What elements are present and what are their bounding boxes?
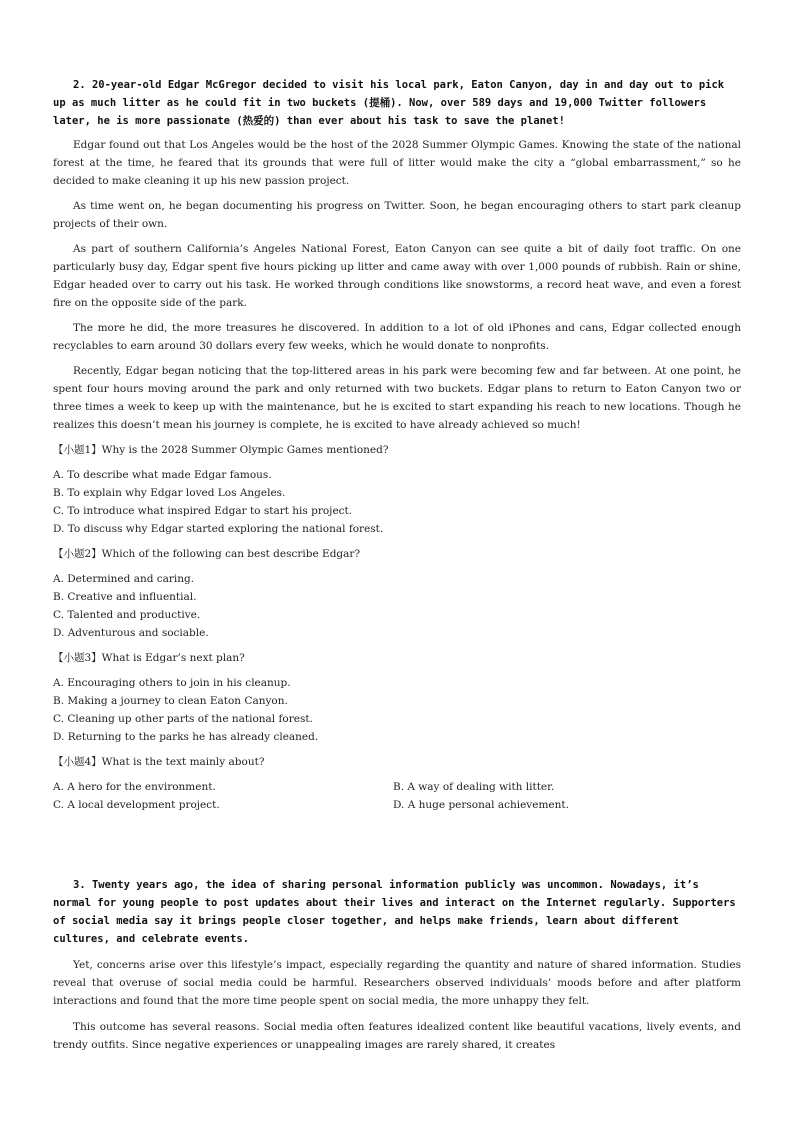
answer-option: D. To discuss why Edgar started exploring the national forest. — [53, 523, 384, 535]
question-4 — [53, 753, 741, 814]
answer-option: A. To describe what made Edgar famous. — [53, 469, 272, 481]
answer-option: B. To explain why Edgar loved Los Angeles. — [53, 487, 286, 499]
answer-option: D. Adventurous and sociable. — [53, 627, 209, 639]
answer-option: C. Cleaning up other parts of the national forest. — [53, 713, 313, 725]
answer-option: D. A huge personal achievement. — [393, 799, 569, 811]
answer-option: C. A local development project. — [53, 799, 220, 811]
answer-option: C. To introduce what inspired Edgar to start his project. — [53, 505, 353, 517]
question-3 — [53, 649, 741, 746]
passage-3-paragraph: This outcome has several reasons. Social media often features idealized content like beautiful vacations, lively events, and trendy outfits. Since negative experiences or unappealing images are rarely shared, it creates — [53, 1021, 741, 1051]
answer-option: C. Talented and productive. — [53, 609, 201, 621]
passage-2 — [53, 76, 741, 814]
passage-2-paragraph: Edgar found out that Los Angeles would be the host of the 2028 Summer Olympic Games. Knowing the state of the national forest at the time, he feared that its grounds that were full of litter would make the city a “global embarrassment,” so he decided to make cleaning it up his new passion project. — [53, 139, 741, 187]
answer-option: A. Encouraging others to join in his cleanup. — [53, 677, 291, 689]
passage-3-paragraph: Yet, concerns arise over this lifestyle’s impact, especially regarding the quantity and nature of shared information. Studies reveal that overuse of social media could be harmful. Researchers observed individuals’ moods before and after platform interactions and found that the more time people spent on social media, the more unhappy they felt. — [53, 959, 741, 1007]
passage-2-paragraph: As time went on, he began documenting his progress on Twitter. Soon, he began encouraging others to start park cleanup projects of their own. — [53, 200, 741, 230]
passage-2-paragraph: Recently, Edgar began noticing that the top-littered areas in his park were becoming few and far between. At one point, he spent four hours moving around the park and only returned with two buckets. Edgar plans to return to Eaton Canyon two or three times a week to keep up with the maintenance, but he is excited to start expanding his reach to new locations. Though he realizes this doesn’t mean his journey is complete, he is excited to have already achieved so much! — [53, 365, 741, 431]
passage-2-intro: 2. 20-year-old Edgar McGregor decided to visit his local park, Eaton Canyon, day in and day out to pick up as much litter as he could fit in two buckets (提桶). Now, over 589 days and 19,000 Twitter followers later, he is more passionate (热爱的) than ever about his task to save the planet! — [53, 79, 725, 127]
passage-2-paragraph: As part of southern California’s Angeles National Forest, Eaton Canyon can see quite a bit of daily foot traffic. On one particularly busy day, Edgar spent five hours picking up litter and came away with over 1,000 pounds of rubbish. Rain or shine, Edgar headed over to carry out his task. He worked through conditions like snowstorms, a record heat wave, and even a forest fire on the opposite side of the park. — [53, 243, 741, 309]
question-stem: 【小题1】Why is the 2028 Summer Olympic Games mentioned? — [53, 444, 389, 456]
question-2 — [53, 545, 741, 642]
answer-options-row — [53, 796, 741, 814]
question-1 — [53, 441, 741, 538]
question-stem: 【小题4】What is the text mainly about? — [53, 756, 265, 768]
passage-3-intro: 3. Twenty years ago, the idea of sharing personal information publicly was uncommon. Nowadays, it’s normal for young people to post updates about their lives and interact on the Internet regularly. Supporters of social media say it brings people closer together, and helps make friends, learn about different cultures, and celebrate events. — [53, 879, 736, 945]
answer-option: D. Returning to the parks he has already cleaned. — [53, 731, 319, 743]
answer-option: B. A way of dealing with litter. — [393, 781, 555, 793]
passage-3 — [53, 876, 741, 1054]
question-stem: 【小题2】Which of the following can best describe Edgar? — [53, 548, 361, 560]
answer-option: A. A hero for the environment. — [53, 781, 216, 793]
question-stem: 【小题3】What is Edgar’s next plan? — [53, 652, 245, 664]
answer-option: B. Making a journey to clean Eaton Canyon. — [53, 695, 288, 707]
passage-2-paragraph: The more he did, the more treasures he discovered. In addition to a lot of old iPhones and cans, Edgar collected enough recyclables to earn around 30 dollars every few weeks, which he would donate to nonprofits. — [53, 322, 741, 352]
answer-options-row — [53, 778, 741, 796]
answer-option: B. Creative and influential. — [53, 591, 197, 603]
answer-option: A. Determined and caring. — [53, 573, 195, 585]
